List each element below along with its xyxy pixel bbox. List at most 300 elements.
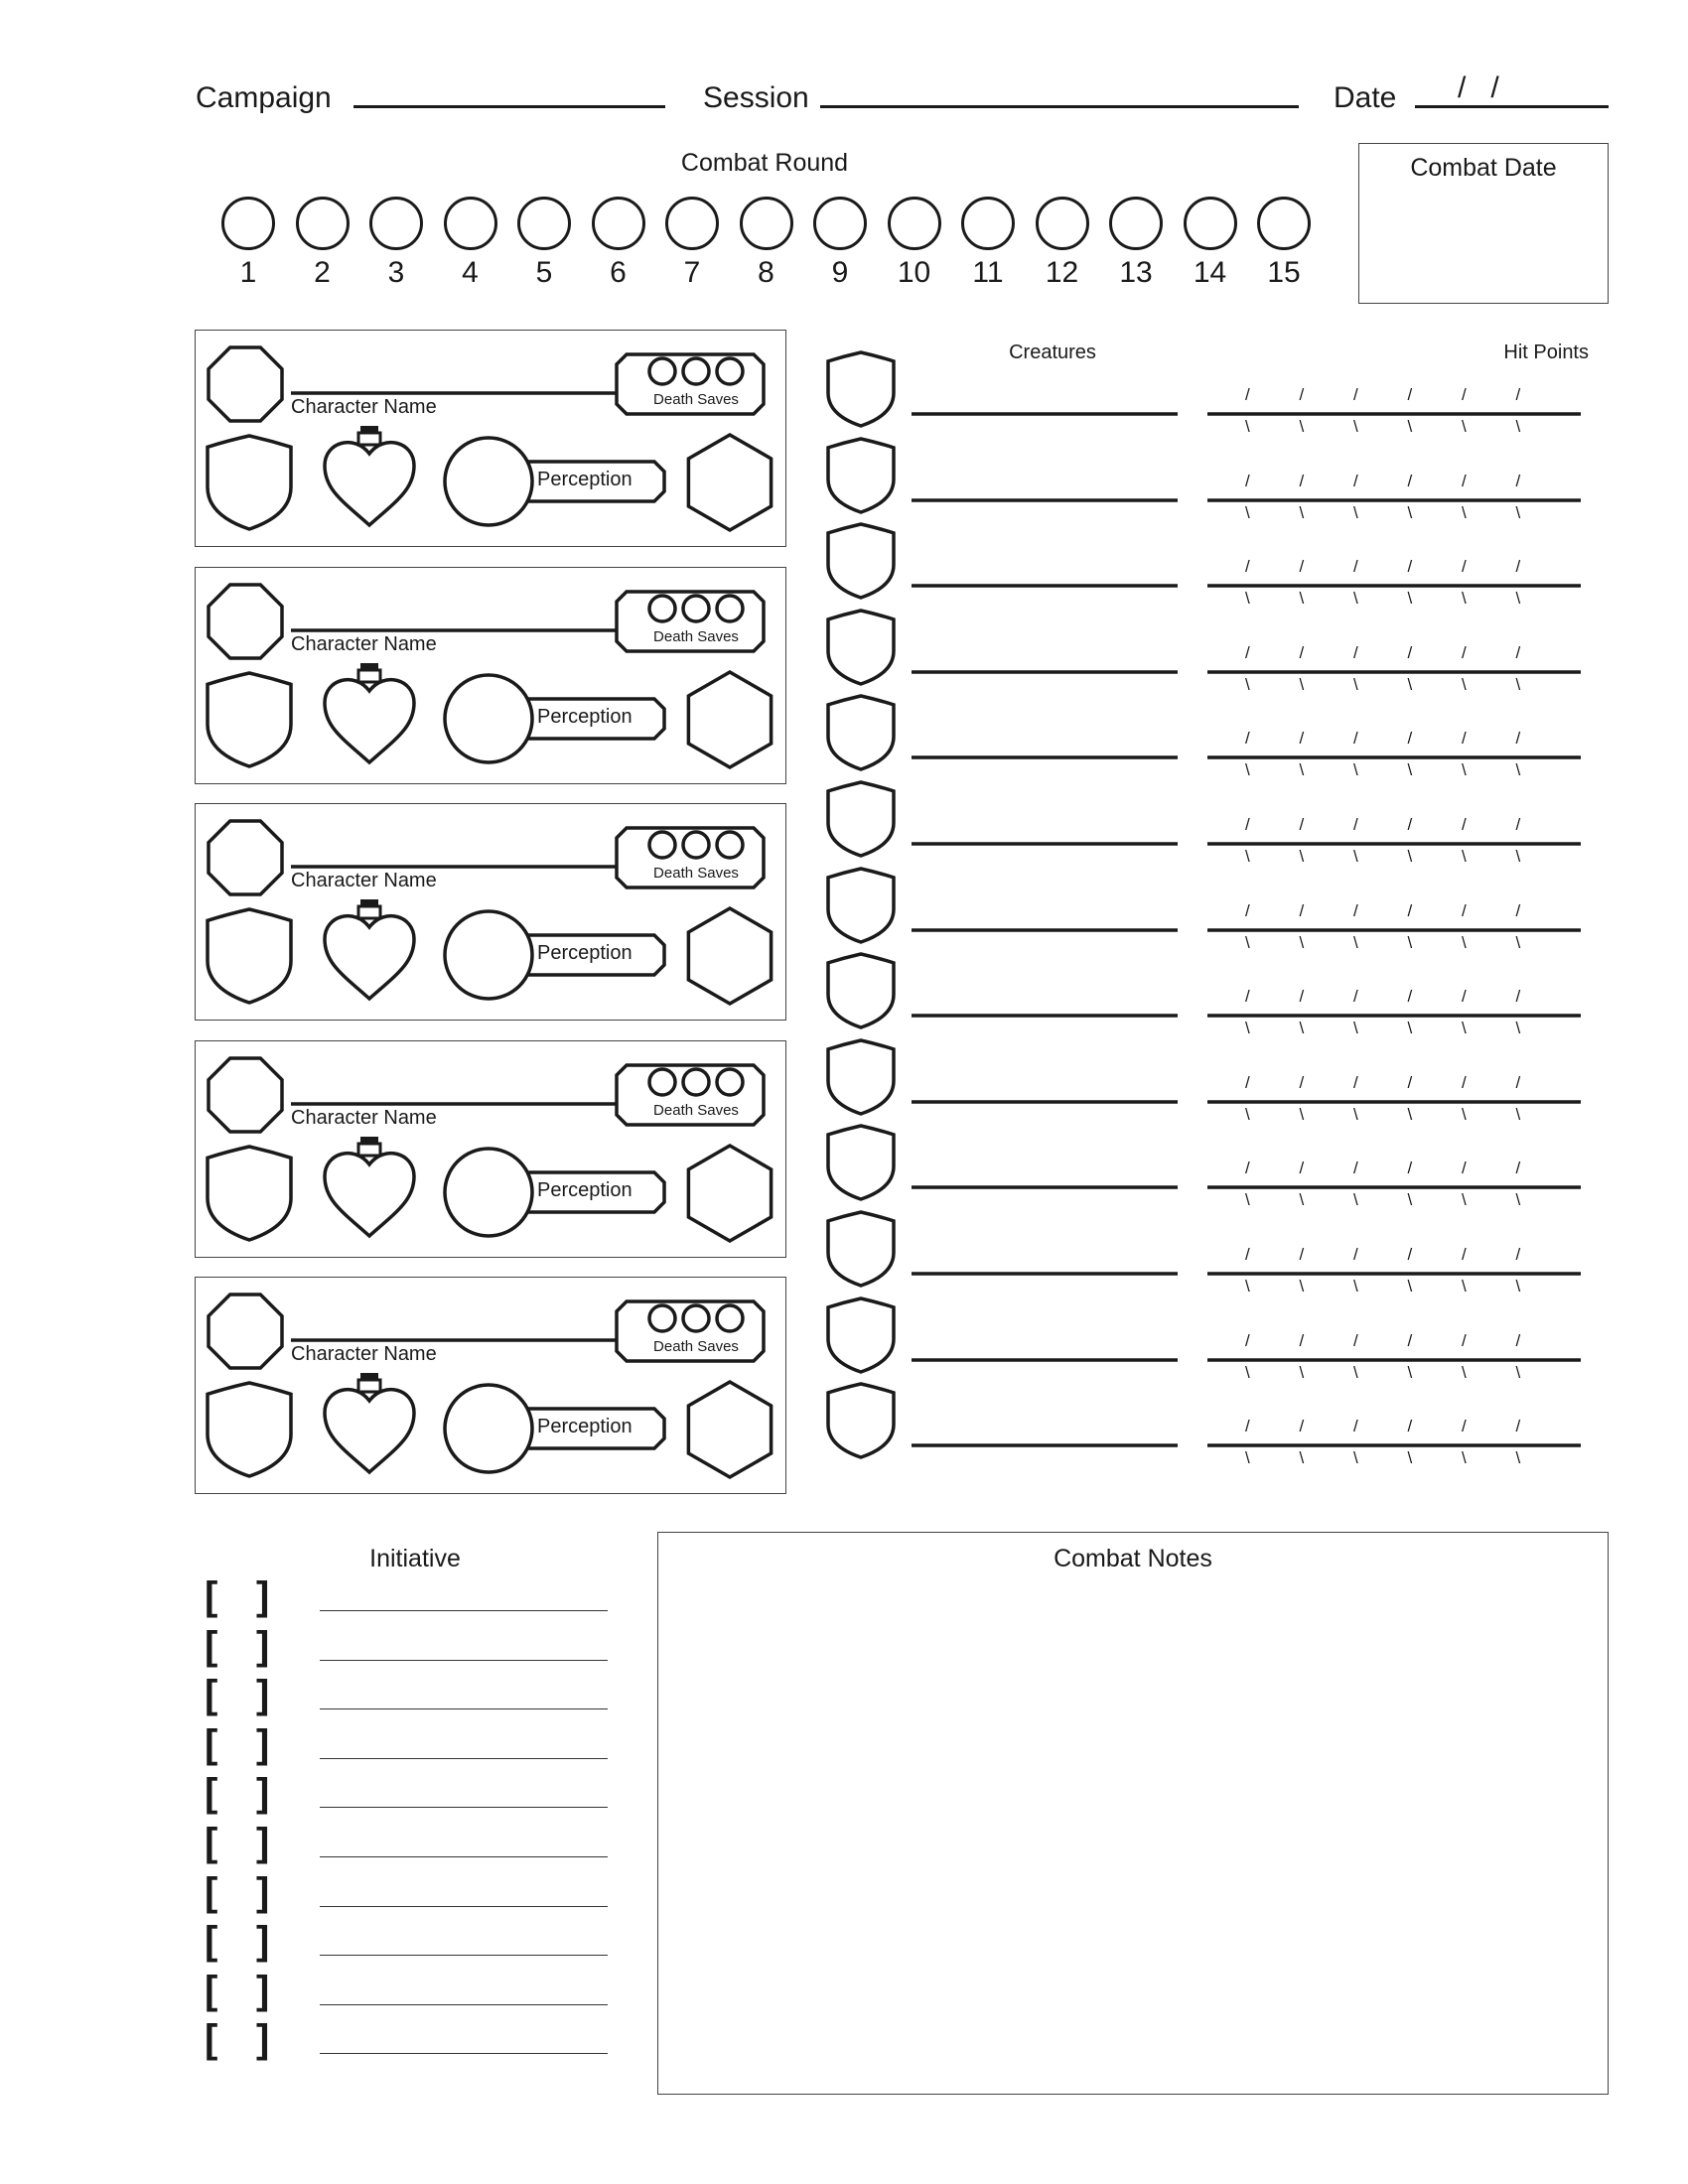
- character-card: [195, 330, 786, 547]
- initiative-close-bracket: ]: [256, 1574, 270, 1618]
- octagon-icon[interactable]: [209, 1295, 282, 1368]
- character-card-graphics: [196, 331, 787, 548]
- creature-row: [824, 521, 1589, 607]
- round-circle[interactable]: [888, 197, 941, 250]
- creature-row-graphics: [824, 951, 1589, 1036]
- hp-backslash: \: [1299, 932, 1305, 952]
- hp-slash: /: [1515, 1245, 1521, 1264]
- hp-backslash: \: [1515, 417, 1521, 436]
- hp-backslash: \: [1462, 1362, 1467, 1382]
- initiative-value-field[interactable]: [222, 1578, 258, 1616]
- hp-backslash: \: [1353, 1104, 1358, 1124]
- hp-backslash: \: [1353, 1277, 1358, 1296]
- combat-date-box[interactable]: [1358, 143, 1609, 304]
- creature-shield-icon[interactable]: [828, 611, 894, 684]
- round-number: 11: [972, 256, 1004, 289]
- hp-backslash: \: [1462, 1448, 1467, 1468]
- hp-slash: /: [1299, 1330, 1305, 1350]
- creature-shield-icon[interactable]: [828, 696, 894, 769]
- hp-slash: /: [1462, 557, 1467, 577]
- date-label: Date: [1334, 81, 1397, 114]
- health-potion-icon[interactable]: [325, 1390, 414, 1472]
- hp-slash: /: [1515, 900, 1521, 920]
- hp-backslash: \: [1245, 847, 1250, 866]
- death-save-circle[interactable]: [683, 596, 709, 621]
- creature-shield-icon[interactable]: [828, 1212, 894, 1286]
- initiative-row: [195, 1969, 612, 2016]
- hp-backslash: \: [1407, 847, 1413, 866]
- hp-backslash: \: [1245, 932, 1250, 952]
- creature-row-graphics: [824, 1296, 1589, 1381]
- initiative-row: [195, 1870, 612, 1918]
- hp-backslash: \: [1515, 1362, 1521, 1382]
- initiative-close-bracket: ]: [256, 1623, 270, 1668]
- hp-slash: /: [1515, 1330, 1521, 1350]
- hp-slash: /: [1462, 1159, 1467, 1178]
- initiative-open-bracket: [: [205, 2017, 218, 2062]
- death-save-circle[interactable]: [717, 1069, 743, 1095]
- armor-class-shield-icon[interactable]: [208, 1147, 291, 1240]
- potion-neck-icon: [358, 1380, 380, 1392]
- perception-label: Perception: [537, 1178, 633, 1201]
- combat-notes-box[interactable]: [657, 1532, 1609, 2095]
- initiative-value-field[interactable]: [222, 1677, 258, 1714]
- hp-backslash: \: [1407, 1362, 1413, 1382]
- creature-shield-icon[interactable]: [828, 869, 894, 942]
- initiative-value-field[interactable]: [222, 1628, 258, 1666]
- round-number: 4: [462, 256, 479, 289]
- hp-slash: /: [1299, 1417, 1305, 1436]
- death-saves-label: Death Saves: [653, 1338, 739, 1355]
- hp-backslash: \: [1353, 760, 1358, 780]
- hp-slash: /: [1407, 729, 1413, 749]
- round-circle[interactable]: [813, 197, 867, 250]
- hp-slash: /: [1299, 1245, 1305, 1264]
- hp-backslash: \: [1353, 847, 1358, 866]
- hp-slash: /: [1245, 1159, 1250, 1178]
- perception-label: Perception: [537, 1416, 633, 1437]
- hp-slash: /: [1245, 1330, 1250, 1350]
- creature-row-graphics: [824, 608, 1589, 693]
- initiative-row: [195, 2017, 612, 2065]
- round-circle[interactable]: [665, 197, 719, 250]
- potion-cork-icon: [360, 663, 378, 670]
- potion-neck-icon: [358, 670, 380, 682]
- hp-backslash: \: [1353, 932, 1358, 952]
- hp-backslash: \: [1407, 1277, 1413, 1296]
- initiative-value-field[interactable]: [222, 1726, 258, 1764]
- hp-slash: /: [1353, 1417, 1358, 1436]
- character-name-label: Character Name: [291, 396, 437, 418]
- hp-backslash: \: [1462, 674, 1467, 694]
- perception-circle[interactable]: [445, 438, 532, 525]
- hp-slash: /: [1245, 1245, 1250, 1264]
- octagon-icon[interactable]: [209, 347, 282, 421]
- initiative-name-field[interactable]: [320, 1660, 608, 1661]
- hp-slash: /: [1515, 1159, 1521, 1178]
- hp-slash: /: [1245, 471, 1250, 490]
- hp-backslash: \: [1462, 417, 1467, 436]
- round-number: 5: [535, 256, 553, 289]
- character-name-label: Character Name: [291, 632, 437, 655]
- creature-row-graphics: [824, 521, 1589, 607]
- hp-slash: /: [1299, 900, 1305, 920]
- hp-slash: /: [1515, 642, 1521, 662]
- death-save-circle[interactable]: [649, 1305, 675, 1331]
- initiative-open-bracket: [: [205, 1771, 218, 1816]
- session-field[interactable]: [820, 105, 1299, 108]
- hp-slash: /: [1462, 1330, 1467, 1350]
- perception-circle[interactable]: [445, 675, 532, 762]
- hp-backslash: \: [1353, 417, 1358, 436]
- initiative-open-bracket: [: [205, 1721, 218, 1766]
- hp-backslash: \: [1515, 760, 1521, 780]
- hp-slash: /: [1515, 1072, 1521, 1092]
- hp-slash: /: [1353, 1245, 1358, 1264]
- initiative-name-field[interactable]: [320, 1856, 608, 1857]
- hp-slash: /: [1245, 815, 1250, 834]
- initiative-value-field[interactable]: [222, 1923, 258, 1961]
- combat-round-title: Combat Round: [680, 149, 849, 177]
- initiative-open-bracket: [: [205, 1574, 218, 1618]
- round-number: 9: [831, 256, 849, 289]
- hp-backslash: \: [1245, 760, 1250, 780]
- hp-slash: /: [1353, 1072, 1358, 1092]
- round-number: 7: [683, 256, 701, 289]
- character-card-graphics: [196, 1041, 787, 1259]
- health-potion-icon[interactable]: [325, 916, 414, 999]
- perception-label: Perception: [537, 705, 633, 728]
- creature-row: [824, 1381, 1589, 1466]
- character-card-graphics: [196, 804, 787, 1022]
- hp-backslash: \: [1299, 760, 1305, 780]
- creature-row: [824, 1123, 1589, 1208]
- hp-backslash: \: [1245, 502, 1250, 522]
- perception-label: Perception: [537, 942, 633, 964]
- initiative-row: [195, 1821, 612, 1868]
- hp-backslash: \: [1245, 1362, 1250, 1382]
- character-card-graphics: [196, 568, 787, 785]
- hp-slash: /: [1462, 987, 1467, 1007]
- creature-shield-icon[interactable]: [828, 1040, 894, 1114]
- hp-backslash: \: [1515, 1019, 1521, 1038]
- hp-backslash: \: [1353, 502, 1358, 522]
- round-circle[interactable]: [592, 197, 645, 250]
- hp-slash: /: [1353, 385, 1358, 404]
- initiative-name-field[interactable]: [320, 1758, 608, 1759]
- hp-backslash: \: [1245, 1019, 1250, 1038]
- round-number: 2: [314, 256, 331, 289]
- creature-shield-icon[interactable]: [828, 782, 894, 856]
- hp-slash: /: [1353, 471, 1358, 490]
- death-save-circle[interactable]: [717, 832, 743, 858]
- initiative-name-field[interactable]: [320, 1906, 608, 1907]
- octagon-icon[interactable]: [209, 1058, 282, 1132]
- hp-backslash: \: [1299, 1277, 1305, 1296]
- hp-slash: /: [1245, 557, 1250, 577]
- creature-row-graphics: [824, 1037, 1589, 1123]
- initiative-close-bracket: ]: [256, 1673, 270, 1717]
- round-number: 14: [1193, 256, 1227, 289]
- potion-neck-icon: [358, 433, 380, 445]
- death-save-circle[interactable]: [683, 358, 709, 384]
- hp-slash: /: [1407, 385, 1413, 404]
- creature-shield-icon[interactable]: [828, 1126, 894, 1199]
- round-circle[interactable]: [221, 197, 275, 250]
- round-circle[interactable]: [517, 197, 571, 250]
- death-save-circle[interactable]: [683, 832, 709, 858]
- hp-slash: /: [1245, 987, 1250, 1007]
- death-save-circle[interactable]: [683, 1069, 709, 1095]
- octagon-icon[interactable]: [209, 585, 282, 658]
- creature-shield-icon[interactable]: [828, 352, 894, 426]
- initiative-close-bracket: ]: [256, 1869, 270, 1914]
- death-save-circle[interactable]: [717, 1305, 743, 1331]
- perception-label: Perception: [537, 469, 633, 490]
- round-number: 12: [1045, 256, 1079, 289]
- hp-backslash: \: [1515, 1277, 1521, 1296]
- death-saves-label: Death Saves: [653, 865, 739, 882]
- round-circle[interactable]: [369, 197, 423, 250]
- potion-cork-icon: [360, 1373, 378, 1380]
- hexagon-icon[interactable]: [688, 908, 771, 1004]
- hexagon-icon[interactable]: [688, 1382, 771, 1477]
- initiative-value-field[interactable]: [222, 2021, 258, 2059]
- hp-slash: /: [1462, 642, 1467, 662]
- death-save-circle[interactable]: [683, 1305, 709, 1331]
- character-card: [195, 567, 786, 784]
- creature-shield-icon[interactable]: [828, 524, 894, 598]
- initiative-row: [195, 1771, 612, 1819]
- hp-slash: /: [1353, 1159, 1358, 1178]
- hp-backslash: \: [1515, 589, 1521, 609]
- armor-class-shield-icon[interactable]: [208, 909, 291, 1003]
- date-slashes: / /: [1458, 71, 1499, 104]
- initiative-name-field[interactable]: [320, 1610, 608, 1611]
- death-save-circle[interactable]: [717, 358, 743, 384]
- hp-slash: /: [1299, 729, 1305, 749]
- armor-class-shield-icon[interactable]: [208, 436, 291, 529]
- round-number: 8: [758, 256, 774, 289]
- hp-slash: /: [1462, 815, 1467, 834]
- perception-circle[interactable]: [445, 1385, 532, 1472]
- hp-slash: /: [1462, 471, 1467, 490]
- hp-backslash: \: [1299, 502, 1305, 522]
- date-field[interactable]: [1415, 105, 1609, 108]
- hp-slash: /: [1299, 642, 1305, 662]
- initiative-close-bracket: ]: [256, 1919, 270, 1964]
- death-saves-label: Death Saves: [653, 1101, 739, 1119]
- death-save-circle[interactable]: [649, 832, 675, 858]
- round-number: 6: [610, 256, 627, 289]
- hexagon-icon[interactable]: [688, 672, 771, 767]
- health-potion-icon[interactable]: [325, 679, 414, 761]
- initiative-name-field[interactable]: [320, 1708, 608, 1709]
- initiative-title: Initiative: [369, 1545, 461, 1572]
- hp-backslash: \: [1407, 760, 1413, 780]
- hp-backslash: \: [1407, 502, 1413, 522]
- hp-slash: /: [1299, 1159, 1305, 1178]
- death-save-circle[interactable]: [649, 596, 675, 621]
- hp-backslash: \: [1407, 1019, 1413, 1038]
- armor-class-shield-icon[interactable]: [208, 1383, 291, 1476]
- initiative-close-bracket: ]: [256, 1821, 270, 1864]
- creature-row: [824, 693, 1589, 778]
- initiative-name-field[interactable]: [320, 2004, 608, 2005]
- hp-backslash: \: [1353, 674, 1358, 694]
- initiative-value-field[interactable]: [222, 1775, 258, 1813]
- hp-backslash: \: [1353, 1019, 1358, 1038]
- hp-backslash: \: [1299, 589, 1305, 609]
- hp-backslash: \: [1515, 847, 1521, 866]
- round-circle[interactable]: [1036, 197, 1089, 250]
- round-circle[interactable]: [296, 197, 350, 250]
- perception-circle[interactable]: [445, 911, 532, 999]
- hp-backslash: \: [1299, 674, 1305, 694]
- hp-slash: /: [1515, 385, 1521, 404]
- round-circle[interactable]: [1184, 197, 1237, 250]
- hp-slash: /: [1462, 729, 1467, 749]
- initiative-close-bracket: ]: [256, 2017, 270, 2062]
- creature-row-graphics: [824, 436, 1589, 521]
- initiative-value-field[interactable]: [222, 1825, 258, 1862]
- campaign-field[interactable]: [353, 105, 665, 108]
- hp-backslash: \: [1515, 674, 1521, 694]
- hp-slash: /: [1245, 385, 1250, 404]
- hp-backslash: \: [1245, 1104, 1250, 1124]
- initiative-row: [195, 1722, 612, 1770]
- initiative-open-bracket: [: [205, 1968, 218, 2012]
- initiative-name-field[interactable]: [320, 2053, 608, 2054]
- character-name-label: Character Name: [291, 1343, 437, 1365]
- hp-backslash: \: [1245, 417, 1250, 436]
- hp-backslash: \: [1299, 1019, 1305, 1038]
- hp-backslash: \: [1515, 502, 1521, 522]
- hexagon-icon[interactable]: [688, 1146, 771, 1241]
- initiative-value-field[interactable]: [222, 1973, 258, 2010]
- death-saves-label: Death Saves: [653, 391, 739, 408]
- hp-backslash: \: [1462, 1019, 1467, 1038]
- hp-slash: /: [1353, 815, 1358, 834]
- hp-backslash: \: [1462, 1190, 1467, 1210]
- hp-slash: /: [1515, 987, 1521, 1007]
- hp-backslash: \: [1515, 1448, 1521, 1468]
- round-number: 3: [387, 256, 405, 289]
- hp-slash: /: [1353, 987, 1358, 1007]
- initiative-close-bracket: ]: [256, 1968, 270, 2012]
- armor-class-shield-icon[interactable]: [208, 673, 291, 766]
- hp-backslash: \: [1462, 1104, 1467, 1124]
- hp-slash: /: [1299, 557, 1305, 577]
- health-potion-icon[interactable]: [325, 1153, 414, 1235]
- hp-slash: /: [1462, 1072, 1467, 1092]
- campaign-label: Campaign: [196, 81, 332, 114]
- initiative-row: [195, 1673, 612, 1720]
- creature-shield-icon[interactable]: [828, 1298, 894, 1372]
- hp-slash: /: [1462, 900, 1467, 920]
- hp-slash: /: [1299, 471, 1305, 490]
- hp-slash: /: [1407, 815, 1413, 834]
- initiative-name-field[interactable]: [320, 1807, 608, 1808]
- hp-slash: /: [1462, 385, 1467, 404]
- creature-row: [824, 436, 1589, 521]
- creature-shield-icon[interactable]: [828, 439, 894, 512]
- hp-slash: /: [1353, 557, 1358, 577]
- hp-slash: /: [1515, 815, 1521, 834]
- octagon-icon[interactable]: [209, 821, 282, 894]
- hp-slash: /: [1353, 900, 1358, 920]
- combat-date-title: Combat Date: [1410, 154, 1557, 182]
- hp-slash: /: [1299, 815, 1305, 834]
- death-saves-label: Death Saves: [653, 627, 739, 645]
- creature-row-graphics: [824, 693, 1589, 778]
- death-save-circle[interactable]: [649, 358, 675, 384]
- creature-shield-icon[interactable]: [828, 954, 894, 1027]
- hp-slash: /: [1353, 729, 1358, 749]
- initiative-row: [195, 1624, 612, 1672]
- hp-backslash: \: [1353, 589, 1358, 609]
- hp-backslash: \: [1353, 1362, 1358, 1382]
- round-circle[interactable]: [740, 197, 793, 250]
- creature-row: [824, 1037, 1589, 1123]
- hp-slash: /: [1462, 1417, 1467, 1436]
- round-number: 1: [239, 256, 257, 289]
- initiative-close-bracket: ]: [256, 1771, 270, 1816]
- hp-backslash: \: [1407, 674, 1413, 694]
- hp-slash: /: [1245, 900, 1250, 920]
- hp-slash: /: [1407, 557, 1413, 577]
- hp-slash: /: [1299, 1072, 1305, 1092]
- initiative-name-field[interactable]: [320, 1955, 608, 1956]
- hp-slash: /: [1245, 642, 1250, 662]
- hp-slash: /: [1462, 1245, 1467, 1264]
- hexagon-icon[interactable]: [688, 435, 771, 530]
- character-card-graphics: [196, 1278, 787, 1495]
- creature-row: [824, 866, 1589, 951]
- perception-circle[interactable]: [445, 1149, 532, 1236]
- potion-cork-icon: [360, 899, 378, 906]
- round-circle[interactable]: [1109, 197, 1163, 250]
- death-save-circle[interactable]: [717, 596, 743, 621]
- creature-shield-icon[interactable]: [828, 1384, 894, 1457]
- death-save-circle[interactable]: [649, 1069, 675, 1095]
- character-card: [195, 803, 786, 1021]
- round-circle[interactable]: [961, 197, 1015, 250]
- hp-slash: /: [1245, 729, 1250, 749]
- hp-backslash: \: [1245, 1190, 1250, 1210]
- creatures-title: Creatures: [1009, 341, 1096, 363]
- character-card: [195, 1277, 786, 1494]
- hp-slash: /: [1245, 1417, 1250, 1436]
- hp-backslash: \: [1353, 1190, 1358, 1210]
- session-label: Session: [703, 81, 809, 114]
- round-circle[interactable]: [444, 197, 497, 250]
- creature-row: [824, 951, 1589, 1036]
- hp-backslash: \: [1299, 1362, 1305, 1382]
- hp-slash: /: [1407, 1159, 1413, 1178]
- creature-row: [824, 779, 1589, 865]
- round-circle[interactable]: [1257, 197, 1311, 250]
- hp-backslash: \: [1462, 502, 1467, 522]
- health-potion-icon[interactable]: [325, 443, 414, 525]
- creature-row: [824, 1296, 1589, 1381]
- hp-backslash: \: [1299, 1104, 1305, 1124]
- initiative-open-bracket: [: [205, 1623, 218, 1668]
- hp-slash: /: [1353, 1330, 1358, 1350]
- hp-slash: /: [1407, 987, 1413, 1007]
- creature-row-graphics: [824, 349, 1589, 435]
- initiative-value-field[interactable]: [222, 1874, 258, 1912]
